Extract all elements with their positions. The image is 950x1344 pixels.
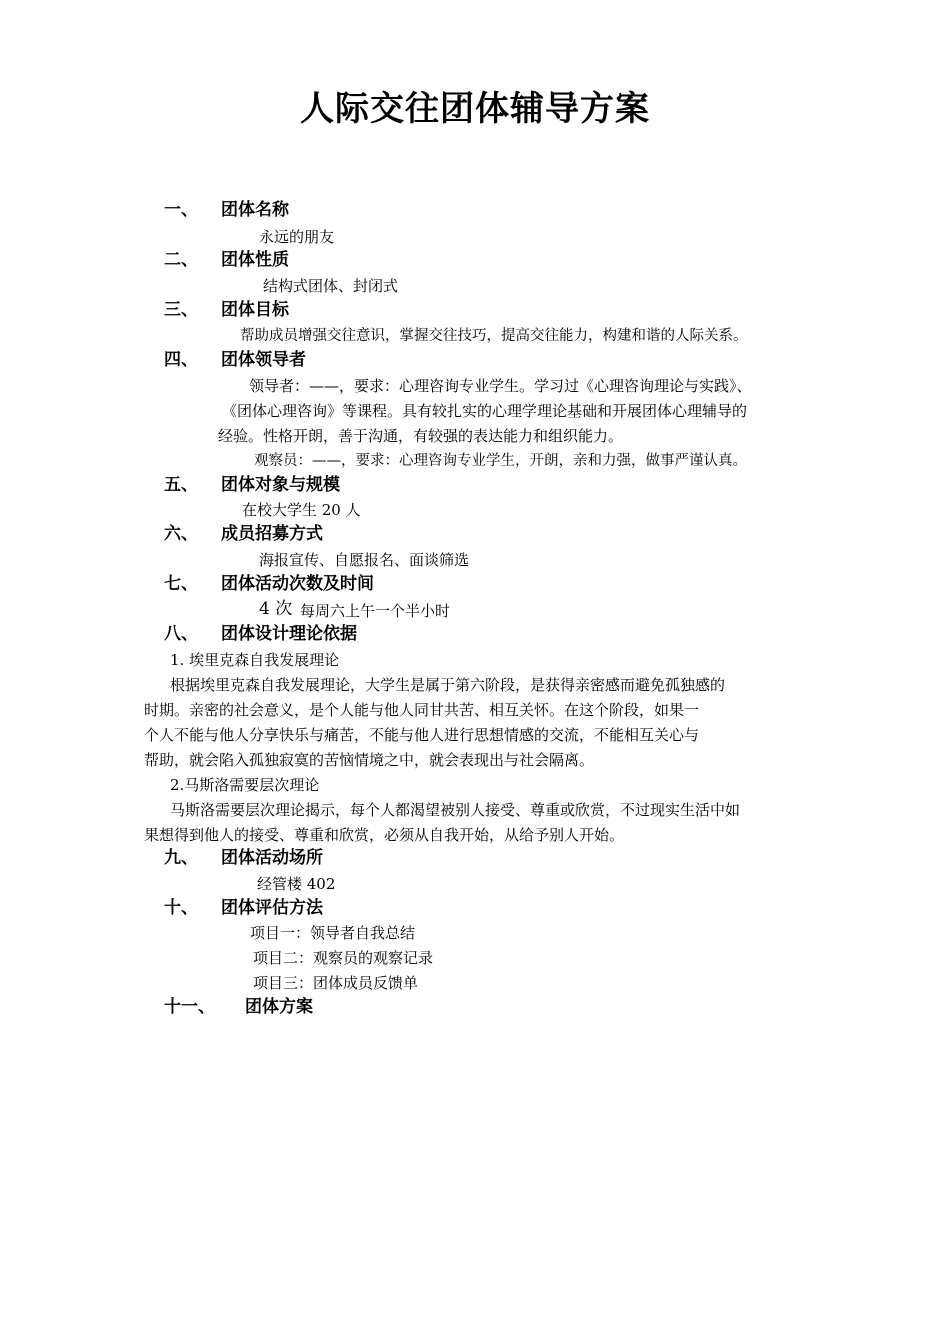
theory1-text-line: 时期。亲密的社会意义，是个人能与他人同甘共苦、相互关怀。在这个阶段，如果一 (144, 701, 700, 719)
section-heading: 团体对象与规模 (221, 475, 340, 495)
leader-text-line: 领导者：——，要求：心理咨询专业学生。学习过《心理咨询理论与实践》、 (249, 377, 752, 395)
leader-text-line: 经验。性格开朗，善于沟通，有较强的表达能力和组织能力。 (218, 427, 624, 445)
section-heading: 团体目标 (221, 300, 289, 320)
leader-text-line: 《团体心理咨询》等课程。具有较扎实的心理学理论基础和开展团体心理辅导的 (222, 402, 748, 420)
theory2-text-line: 马斯洛需要层次理论揭示，每个人都渴望被别人接受、尊重或欣赏，不过现实生活中如 (170, 801, 741, 819)
section-heading: 团体评估方法 (221, 898, 323, 918)
section-number: 三、 (164, 300, 198, 320)
eval-item: 项目二：观察员的观察记录 (253, 949, 434, 967)
section-heading: 团体性质 (221, 250, 289, 270)
section-number: 十一、 (164, 997, 215, 1017)
section-number: 六、 (164, 524, 198, 544)
group-goal-text: 帮助成员增强交往意识，掌握交往技巧，提高交往能力，构建和谐的人际关系。 (240, 328, 748, 344)
venue-text: 经管楼 402 (257, 875, 336, 893)
target-text: 在校大学生 20 人 (242, 501, 361, 519)
theory2-title: 2.马斯洛需要层次理论 (170, 776, 320, 794)
section-heading: 团体设计理论依据 (221, 624, 357, 644)
recruit-text: 海报宣传、自愿报名、面谈筛选 (259, 551, 470, 569)
section-number: 一、 (164, 200, 198, 220)
section-number: 八、 (164, 624, 198, 644)
section-number: 四、 (164, 350, 198, 370)
eval-item: 项目三：团体成员反馈单 (253, 974, 419, 992)
section-number: 七、 (164, 574, 198, 594)
group-name-text: 永远的朋友 (259, 228, 335, 246)
theory1-text-line: 帮助，就会陷入孤独寂寞的苦恼情境之中，就会表现出与社会隔离。 (144, 751, 595, 769)
group-nature-text: 结构式团体、封闭式 (263, 277, 399, 295)
section-number: 九、 (164, 848, 198, 868)
theory1-text-line: 个人不能与他人分享快乐与痛苦，不能与他人进行思想情感的交流，不能相互关心与 (144, 726, 700, 744)
section-heading: 团体名称 (221, 200, 289, 220)
times-count-text: 4 次 (259, 599, 293, 619)
theory2-text-line: 果想得到他人的接受、尊重和欣赏，必须从自我开始，从给予别人开始。 (144, 826, 625, 844)
section-heading: 成员招募方式 (221, 524, 323, 544)
section-heading: 团体活动场所 (221, 848, 323, 868)
theory1-title: 1. 埃里克森自我发展理论 (170, 651, 340, 669)
section-heading: 团体领导者 (221, 350, 306, 370)
section-number: 二、 (164, 250, 198, 270)
section-number: 十、 (164, 898, 198, 918)
theory1-text-line: 根据埃里克森自我发展理论，大学生是属于第六阶段，是获得亲密感而避免孤独感的 (170, 676, 726, 694)
times-detail-text: 每周六上午一个半小时 (300, 602, 451, 620)
section-number: 五、 (164, 475, 198, 495)
observer-text: 观察员：——，要求：心理咨询专业学生，开朗，亲和力强，做事严谨认真。 (254, 453, 747, 469)
document-title: 人际交往团体辅导方案 (300, 89, 650, 129)
eval-item: 项目一：领导者自我总结 (250, 924, 416, 942)
section-heading: 团体活动次数及时间 (221, 574, 374, 594)
section-heading: 团体方案 (245, 997, 313, 1017)
